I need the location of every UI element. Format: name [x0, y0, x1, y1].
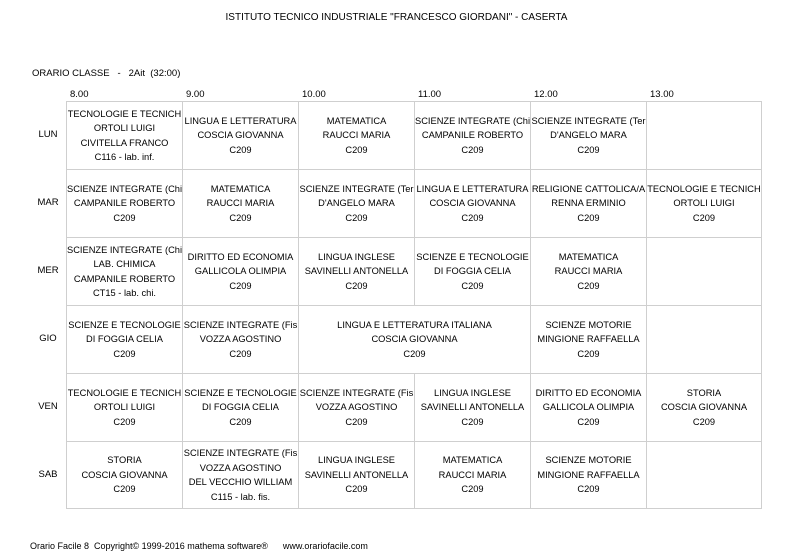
- cell-line: C209: [229, 348, 252, 359]
- cell-line: MATEMATICA: [326, 115, 387, 126]
- cell-line: GALLICOLA OLIMPIA: [194, 266, 287, 277]
- lesson-cell: [183, 238, 299, 306]
- cell-line: TECNOLOGIE E TECNICH: [67, 108, 182, 119]
- cell-line: SCIENZE INTEGRATE (Fis: [183, 448, 298, 458]
- cell-line: COSCIA GIOVANNA: [371, 334, 458, 345]
- cell-line: D'ANGELO MARA: [550, 130, 627, 141]
- cell-line: COSCIA GIOVANNA: [429, 198, 516, 209]
- lesson-cell: [299, 238, 415, 306]
- cell-line: SCIENZE INTEGRATE (Ter: [531, 115, 646, 126]
- cell-line: COSCIA GIOVANNA: [197, 130, 284, 141]
- empty-cell: [647, 238, 762, 306]
- cell-line: C209: [113, 416, 136, 427]
- cell-line: C209: [461, 144, 484, 155]
- cell-line: C209: [692, 212, 716, 223]
- day-label-gio: GIO: [39, 333, 57, 344]
- lesson-cell: [415, 170, 531, 238]
- cell-line: DIRITTO ED ECONOMIA: [535, 387, 642, 398]
- cell-line: LINGUA INGLESE: [318, 251, 395, 262]
- lesson-cell: [299, 170, 415, 238]
- lesson-cell: [531, 306, 647, 374]
- cell-line: COSCIA GIOVANNA: [660, 402, 748, 413]
- cell-line: VOZZA AGOSTINO: [199, 334, 282, 345]
- lesson-cell: [67, 238, 183, 306]
- lesson-cell: [67, 170, 183, 238]
- cell-line: SAVINELLI ANTONELLA: [304, 266, 409, 277]
- cell-line: SCIENZE INTEGRATE (Fis: [183, 319, 298, 330]
- lesson-cell: [531, 442, 647, 509]
- cell-line: C209: [577, 280, 600, 291]
- day-label-lun: LUN: [38, 129, 58, 140]
- cell-line: ORTOLI LUIGI: [93, 123, 156, 133]
- cell-line: TECNOLOGIE E TECNICH: [647, 183, 761, 194]
- cell-line: SCIENZE E TECNOLOGIE: [416, 251, 529, 262]
- cell-line: C115 - lab. fis.: [210, 491, 271, 502]
- cell-line: SCIENZE INTEGRATE (Chi: [415, 115, 530, 126]
- footer-copyright: Orario Facile 8 Copyright© 1999-2016 mathema software® www.orariofacile.com: [30, 541, 368, 551]
- cell-line: CAMPANILE ROBERTO: [421, 130, 524, 141]
- lesson-cell: [183, 442, 299, 509]
- cell-line: CAMPANILE ROBERTO: [73, 198, 176, 209]
- lesson-cell: [183, 306, 299, 374]
- lesson-cell: [299, 442, 415, 509]
- cell-line: VOZZA AGOSTINO: [315, 402, 398, 413]
- cell-line: C209: [229, 144, 252, 155]
- lesson-cell: [183, 374, 299, 442]
- time-label: 10.00: [302, 89, 326, 100]
- day-label-sab: SAB: [38, 469, 58, 480]
- cell-line: C209: [577, 144, 600, 155]
- cell-line: LINGUA INGLESE: [434, 387, 511, 398]
- cell-line: SCIENZE INTEGRATE (Chi: [67, 183, 182, 194]
- cell-line: DI FOGGIA CELIA: [202, 402, 279, 413]
- cell-line: SCIENZE MOTORIE: [545, 455, 632, 466]
- cell-line: C209: [113, 348, 136, 359]
- cell-line: COSCIA GIOVANNA: [81, 469, 168, 480]
- day-label-mar: MAR: [37, 197, 59, 208]
- day-label-ven: VEN: [38, 401, 58, 412]
- empty-cell: [647, 102, 762, 170]
- cell-line: DI FOGGIA CELIA: [86, 334, 163, 345]
- lesson-cell: [415, 102, 531, 170]
- cell-line: CAMPANILE ROBERTO: [73, 273, 176, 284]
- cell-line: SCIENZE E TECNOLOGIE: [184, 387, 297, 398]
- cell-line: C209: [345, 484, 368, 495]
- class-subtitle: ORARIO CLASSE - 2Ait (32:00): [32, 68, 181, 79]
- lesson-cell: [531, 170, 647, 238]
- lesson-cell: [183, 102, 299, 170]
- cell-line: RENNA ERMINIO: [551, 198, 626, 209]
- cell-line: MINGIONE RAFFAELLA: [537, 334, 640, 345]
- cell-line: RELIGIONE CATTOLICA/A: [531, 183, 646, 194]
- cell-line: C209: [461, 416, 484, 427]
- lesson-cell: [415, 442, 531, 509]
- time-label: 11.00: [418, 89, 442, 100]
- lesson-cell: [299, 374, 415, 442]
- cell-line: SCIENZE INTEGRATE (Fis: [299, 387, 414, 398]
- time-label: 12.00: [534, 89, 558, 100]
- timetable-grid: [66, 101, 762, 509]
- lesson-cell: [299, 306, 531, 374]
- time-label: 9.00: [186, 89, 205, 100]
- cell-line: C209: [577, 348, 600, 359]
- lesson-cell: [647, 170, 762, 238]
- cell-line: CIVITELLA FRANCO: [80, 137, 169, 148]
- lesson-cell: [415, 238, 531, 306]
- cell-line: C209: [229, 280, 252, 291]
- cell-line: ORTOLI LUIGI: [673, 198, 735, 209]
- cell-line: C116 - lab. inf.: [94, 152, 155, 162]
- lesson-cell: [67, 306, 183, 374]
- lesson-cell: [299, 102, 415, 170]
- cell-line: CT15 - lab. chi.: [92, 288, 157, 298]
- cell-line: C209: [345, 144, 368, 155]
- lesson-cell: [67, 102, 183, 170]
- cell-line: LAB. CHIMICA: [93, 259, 156, 269]
- cell-line: VOZZA AGOSTINO: [199, 462, 282, 473]
- empty-cell: [647, 306, 762, 374]
- lesson-cell: [183, 170, 299, 238]
- time-label: 13.00: [650, 89, 674, 100]
- page-title: ISTITUTO TECNICO INDUSTRIALE "FRANCESCO GIORDANI" - CASERTA: [225, 12, 568, 23]
- cell-line: LINGUA INGLESE: [318, 455, 395, 466]
- cell-line: C209: [113, 484, 136, 495]
- lesson-cell: [531, 102, 647, 170]
- cell-line: C209: [577, 416, 600, 427]
- cell-line: SCIENZE INTEGRATE (Chi: [67, 244, 182, 255]
- cell-line: LINGUA E LETTERATURA ITALIANA: [337, 319, 492, 330]
- cell-line: D'ANGELO MARA: [318, 198, 395, 209]
- lesson-cell: [67, 374, 183, 442]
- lesson-cell: [647, 374, 762, 442]
- cell-line: SAVINELLI ANTONELLA: [420, 402, 525, 413]
- cell-line: C209: [577, 484, 600, 495]
- cell-line: C209: [345, 280, 368, 291]
- cell-line: C209: [577, 212, 600, 223]
- lesson-cell: [531, 238, 647, 306]
- cell-line: SAVINELLI ANTONELLA: [304, 469, 409, 480]
- cell-line: LINGUA E LETTERATURA: [416, 183, 529, 194]
- cell-line: TECNOLOGIE E TECNICH: [67, 387, 182, 398]
- cell-line: STORIA: [107, 455, 142, 466]
- cell-line: LINGUA E LETTERATURA: [184, 115, 297, 126]
- cell-line: C209: [461, 484, 484, 495]
- day-label-mer: MER: [37, 265, 59, 276]
- cell-line: GALLICOLA OLIMPIA: [542, 402, 635, 413]
- lesson-cell: [531, 374, 647, 442]
- lesson-cell: [67, 442, 183, 509]
- cell-line: MATEMATICA: [442, 455, 503, 466]
- cell-line: DI FOGGIA CELIA: [434, 266, 511, 277]
- cell-line: C209: [461, 280, 484, 291]
- cell-line: C209: [229, 212, 252, 223]
- cell-line: MINGIONE RAFFAELLA: [537, 469, 640, 480]
- cell-line: DEL VECCHIO WILLIAM: [188, 477, 293, 487]
- time-label: 8.00: [70, 89, 89, 100]
- cell-line: DIRITTO ED ECONOMIA: [187, 251, 294, 262]
- cell-line: STORIA: [686, 387, 722, 398]
- lesson-cell: [415, 374, 531, 442]
- cell-line: RAUCCI MARIA: [554, 266, 623, 277]
- cell-line: SCIENZE E TECNOLOGIE: [68, 319, 181, 330]
- cell-line: C209: [113, 212, 136, 223]
- cell-line: RAUCCI MARIA: [206, 198, 275, 209]
- cell-line: C209: [461, 212, 484, 223]
- cell-line: C209: [403, 348, 426, 359]
- cell-line: MATEMATICA: [210, 183, 271, 194]
- cell-line: SCIENZE INTEGRATE (Ter: [299, 183, 414, 194]
- cell-line: C209: [345, 212, 368, 223]
- cell-line: C209: [692, 416, 716, 427]
- cell-line: C209: [345, 416, 368, 427]
- cell-line: ORTOLI LUIGI: [93, 402, 156, 413]
- cell-line: C209: [229, 416, 252, 427]
- cell-line: MATEMATICA: [558, 251, 619, 262]
- cell-line: SCIENZE MOTORIE: [545, 319, 632, 330]
- cell-line: RAUCCI MARIA: [322, 130, 391, 141]
- cell-line: RAUCCI MARIA: [438, 469, 507, 480]
- empty-cell: [647, 442, 762, 509]
